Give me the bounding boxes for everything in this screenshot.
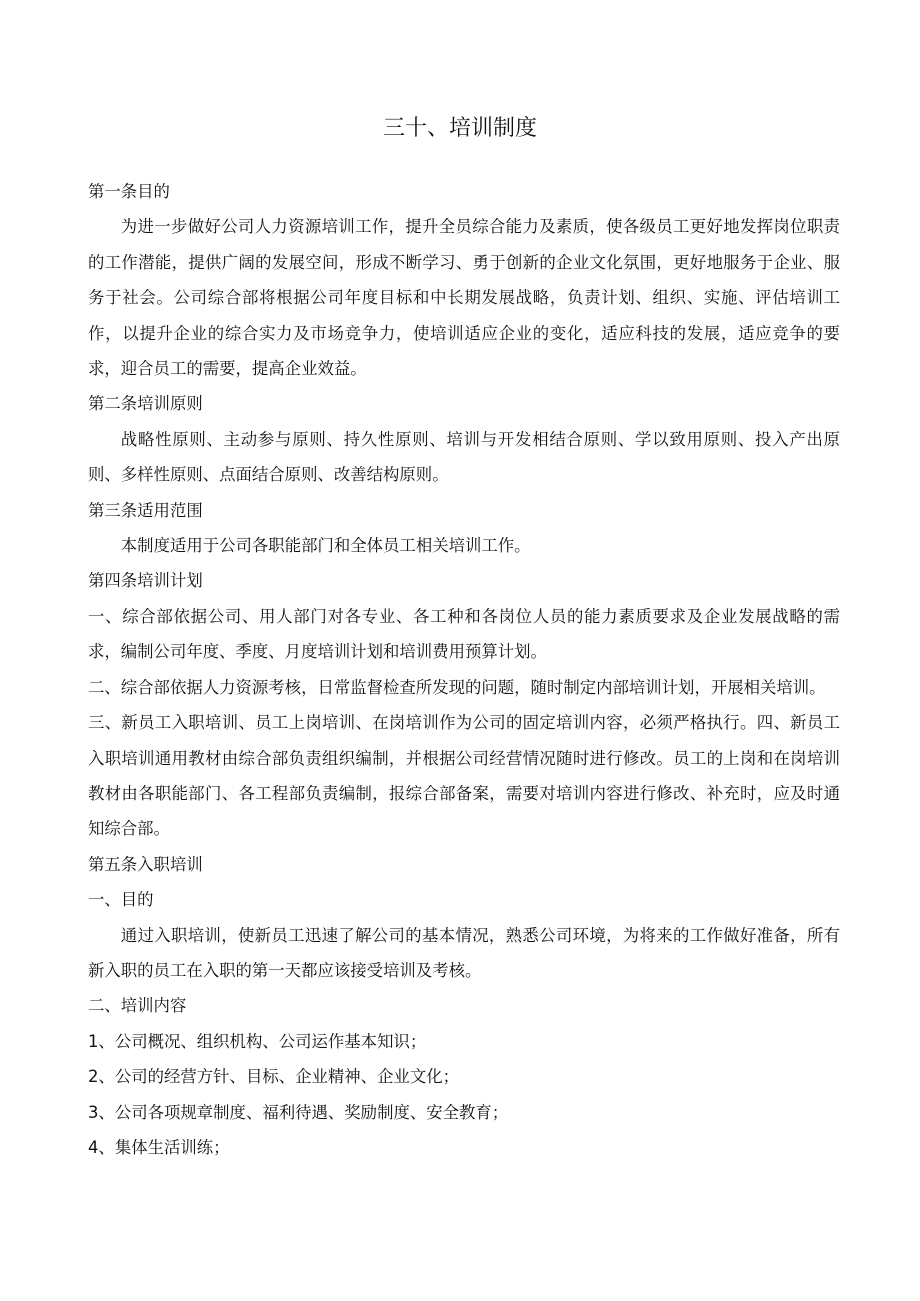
list-item: 二、综合部依据人力资源考核，日常监督检查所发现的问题，随时制定内部培训计划，开展相关培训。 [88,677,826,697]
list-item: 1、公司概况、组织机构、公司运作基本知识； [88,1031,427,1051]
paragraph: 本制度适用于公司各职能部门和全体员工相关培训工作。 [120,536,531,556]
list-item: 3、公司各项规章制度、福利待遇、奖励制度、安全教育； [88,1102,509,1122]
section-heading: 第一条目的 [88,182,170,201]
paragraph: 通过入职培训，使新员工迅速了解公司的基本情况，熟悉公司环境，为将来的工作做好准备，所有新入职的员工在入职的第一天都应该接受培训及考核。 [88,925,840,980]
sub-heading: 二、培训内容 [88,996,187,1016]
list-item: 一、综合部依据公司、用人部门对各专业、各工种和各岗位人员的能力素质要求及企业发展战略的需求，编制公司年度、季度、月度培训计划和培训费用预算计划。 [88,606,840,662]
list-item: 4、集体生活训练； [88,1137,230,1157]
paragraph: 战略性原则、主动参与原则、持久性原则、培训与开发相结合原则、学以致用原则、投入产出原则、多样性原则、点面结合原则、改善结构原则。 [88,429,840,485]
document-title: 三十、培训制度 [382,116,537,141]
list-item: 三、新员工入职培训、员工上岗培训、在岗培训作为公司的固定培训内容，必须严格执行。四、新员工入职培训通用教材由综合部负责组织编制，并根据公司经营情况随时进行修改。员工的上岗和在岗培训教材由各职能部门、各工程部负责编制，报综合部备案，需要对培训内容进行修改、补充时，应及时通知综合部。 [88,713,840,839]
document-body [88,174,840,1165]
sub-heading: 一、目的 [88,890,154,910]
section-heading: 第二条培训原则 [88,394,203,414]
list-item: 2、公司的经营方针、目标、企业精神、企业文化； [88,1067,460,1087]
section-heading: 第三条适用范围 [88,500,203,520]
section-heading: 第四条培训计划 [88,571,203,591]
paragraph: 为进一步做好公司人力资源培训工作，提升全员综合能力及素质，使各级员工更好地发挥岗位职责的工作潜能，提供广阔的发展空间，形成不断学习、勇于创新的企业文化氛围，更好地服务于企业、服务于社会。公司综合部将根据公司年度目标和中长期发展战略，负责计划、组织、实施、评估培训工作，以提升企业的综合实力及市场竞争力，使培训适应企业的变化，适应科技的发展，适应竞争的要求，迎合员工的需要，提高企业效益。 [88,217,840,379]
section-heading: 第五条入职培训 [88,854,203,874]
